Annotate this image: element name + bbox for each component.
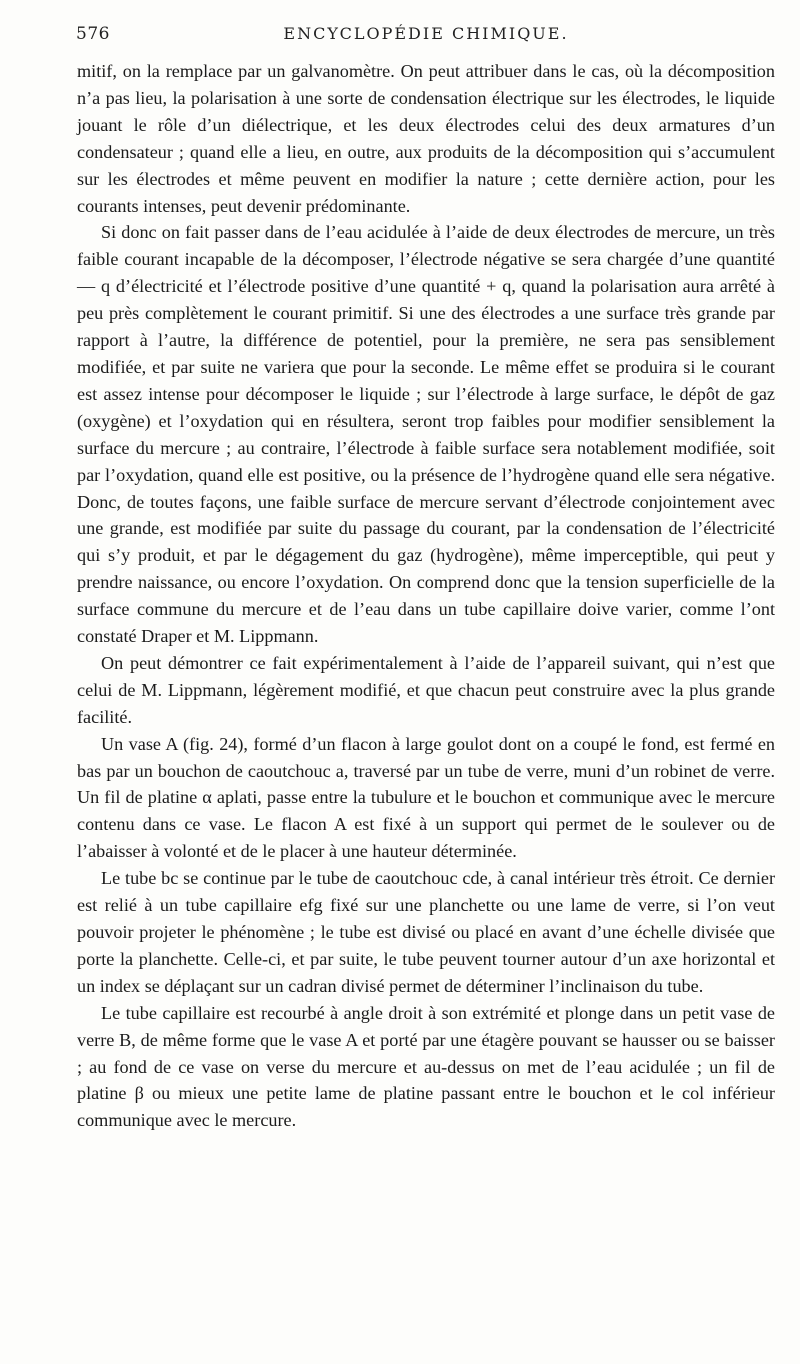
paragraph-vase-a: Un vase A (fig. 24), formé d’un flacon à large goulot dont on a coupé le fond, est fermé en bas par un bouchon de caoutchouc a, traversé par un tube de verre, muni d’un robinet de verre. Un fil de platine α aplati, passe entre la tubulure et le bouchon et communique avec le mercure contenu dans ce vase. Le flacon A est fixé à un support qui permet de le soulever ou de l’abaisser à volonté et de le placer à une hauteur déterminée. <box>77 733 775 862</box>
paragraph-polarisation: Si donc on fait passer dans de l’eau acidulée à l’aide de deux électrodes de mercure, un très faible courant incapable de la décomposer, l’électrode négative se sera chargée d’une quantité — q d’électricité et l’électrode positive d’une quantité + q, quand la polarisation aura arrêté à peu près complètement le courant primitif. Si une des électrodes a une surface très grande par rapport à l’autre, la différence de potentiel, pour la première, ne sera pas sensiblement modifiée, et par suite ne variera que pour la seconde. Le même effet se produira si le courant est assez intense pour décomposer le liquide ; sur l’électrode à large surface, le dépôt de gaz (oxygène) et l’oxydation qui en résultera, seront trop faibles pour modifier sensiblement la surface du mercure ; au contraire, l’électrode à faible surface sera notablement modifiée, soit par l’oxydation, quand elle est positive, ou la présence de l’hydrogène quand elle sera négative. Donc, de toutes façons, une faible surface de mercure servant d’électrode conjointement avec une grande, est modifiée par suite du passage du courant, par la condensation de l’électricité qui s’y produit, et par le dégagement du gaz (hydrogène), même imperceptible, qui peut y prendre naissance, ou encore l’oxydation. On comprend donc que la tension superficielle de la surface commune du mercure et de l’eau dans un tube capillaire doive varier, comme l’ont constaté Draper et M. Lippmann. <box>77 222 775 647</box>
paragraph-demonstration: On peut démontrer ce fait expérimentalement à l’aide de l’appareil suivant, qui n’est que celui de M. Lippmann, légèrement modifié, et que chacun peut construire avec la plus grande facilité. <box>77 652 775 727</box>
running-head <box>76 24 776 48</box>
paragraph-continuation: mitif, on la remplace par un galvanomètre. On peut attribuer dans le cas, où la décomposition n’a pas lieu, la polarisation à une sorte de condensation électrique sur les électrodes, le liquide jouant le rôle d’un diélectrique, et les deux électrodes celui des deux armatures d’un condensateur ; quand elle a lieu, en outre, aux produits de la décomposition qui s’accumulent sur les électrodes et même peuvent en modifier la nature ; cette dernière action, pour les courants intenses, peut devenir prédominante. <box>77 61 775 216</box>
paragraph-capillary-tube: Le tube capillaire est recourbé à angle droit à son extrémité et plonge dans un petit vase de verre B, de même forme que le vase A et porté par une étagère pouvant se hausser ou se baisser ; au fond de ce vase on verse du mercure et au-dessus on met de l’eau acidulée ; un fil de platine β ou mieux une petite lame de platine passant entre le bouchon et le col inférieur communique avec le mercure. <box>77 1002 775 1131</box>
body-text <box>77 58 775 1134</box>
header-title: ENCYCLOPÉDIE CHIMIQUE. <box>283 24 569 43</box>
paragraph-tube-bc: Le tube bc se continue par le tube de caoutchouc cde, à canal intérieur très étroit. Ce dernier est relié à un tube capillaire efg fixé sur une planchette ou une lame de verre, si l’on veut pouvoir projeter le phénomène ; le tube est divisé ou placé en avant d’une échelle divisée que porte la planchette. Celle-ci, et par suite, le tube peuvent tourner autour d’un axe horizontal et un index se déplaçant sur un cadran divisé permet de déterminer l’inclinaison du tube. <box>77 868 775 996</box>
page-number: 576 <box>76 24 110 44</box>
